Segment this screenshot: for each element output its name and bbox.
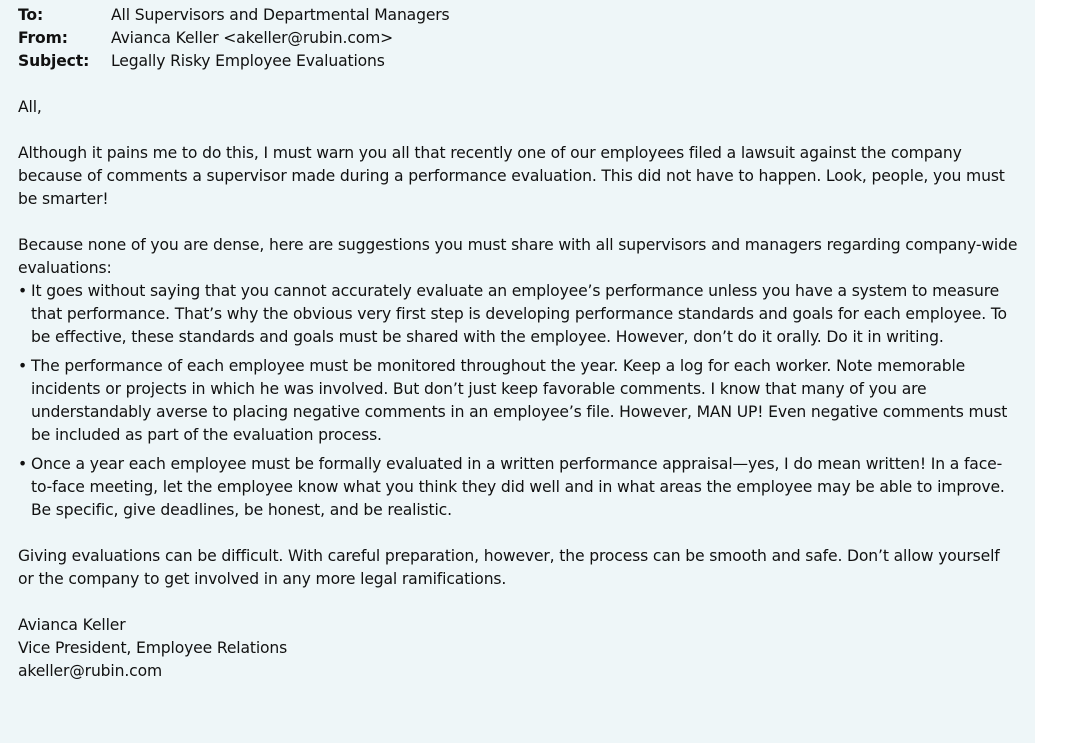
signature-name: Avianca Keller bbox=[18, 616, 126, 634]
subject-row bbox=[18, 50, 1018, 73]
subject-value: Legally Risky Employee Evaluations bbox=[111, 52, 385, 70]
signature-email: akeller@rubin.com bbox=[18, 662, 163, 680]
greeting: All, bbox=[18, 98, 42, 116]
list-item bbox=[18, 453, 1018, 522]
subject-label: Subject: bbox=[18, 52, 90, 70]
paragraph-closing: Giving evaluations can be difficult. With careful preparation, however, the process can be smooth and safe. Don’t allow yourself or the company to get involved in any more legal ramifications. bbox=[18, 547, 1000, 588]
bullet-icon: • bbox=[18, 282, 28, 300]
to-label: To: bbox=[18, 6, 44, 24]
email-content bbox=[18, 4, 1018, 683]
signature-title: Vice President, Employee Relations bbox=[18, 639, 288, 657]
list-item-text: The performance of each employee must be monitored throughout the year. Keep a log for each worker. Note memorable incidents or projects in which he was involved. But don’t just keep favorable comments. I know that many of you are understandably averse to placing negative comments in an employee’s file. However, MAN UP! Even negative comments must be included as part of the evaluation process. bbox=[31, 357, 1008, 444]
signature-block bbox=[18, 614, 1018, 683]
bullet-icon: • bbox=[18, 357, 28, 375]
from-row bbox=[18, 27, 1018, 50]
paragraph-suggestions: Because none of you are dense, here are suggestions you must share with all supervisors and managers regarding company-wide evaluations: bbox=[18, 236, 1018, 277]
list-item bbox=[18, 280, 1018, 349]
to-row bbox=[18, 4, 1018, 27]
list-item bbox=[18, 355, 1018, 447]
suggestion-list bbox=[18, 280, 1018, 522]
paragraph-intro: Although it pains me to do this, I must warn you all that recently one of our employees filed a lawsuit against the company because of comments a supervisor made during a performance evaluation. This did not have to happen. Look, people, you must be smarter! bbox=[18, 144, 1005, 208]
bullet-icon: • bbox=[18, 455, 28, 473]
from-value: Avianca Keller <akeller@rubin.com> bbox=[111, 29, 394, 47]
list-item-text: It goes without saying that you cannot accurately evaluate an employee’s performance unless you have a system to measure that performance. That’s why the obvious very first step is developing performance standards and goals for each employee. To be effective, these standards and goals must be shared with the employee. However, don’t do it orally. Do it in writing. bbox=[31, 282, 1007, 346]
to-value: All Supervisors and Departmental Managers bbox=[111, 6, 450, 24]
list-item-text: Once a year each employee must be formally evaluated in a written performance appraisal—yes, I do mean written! In a face-to-face meeting, let the employee know what you think they did well and in what areas the employee may be able to improve. Be specific, give deadlines, be honest, and be realistic. bbox=[31, 455, 1005, 519]
from-label: From: bbox=[18, 29, 68, 47]
